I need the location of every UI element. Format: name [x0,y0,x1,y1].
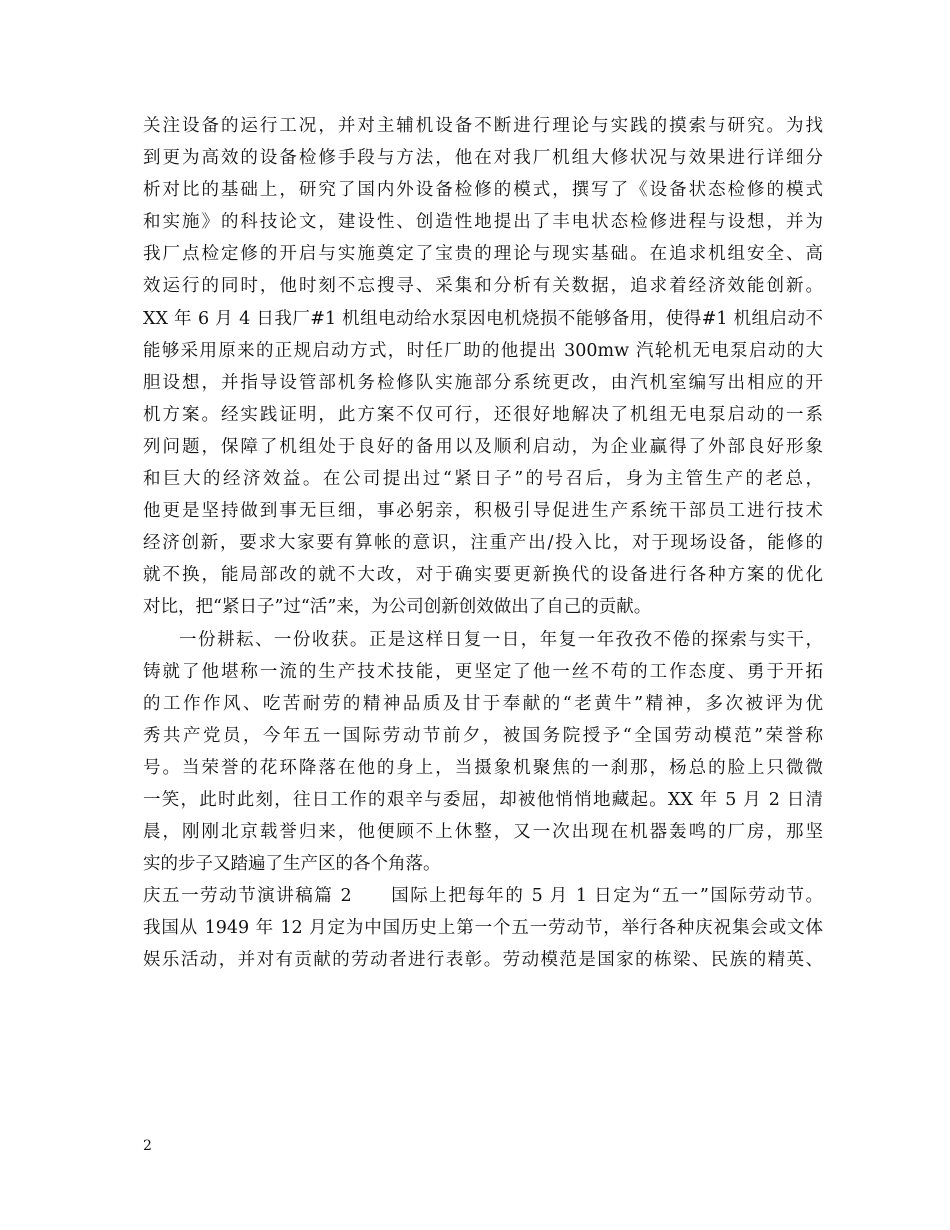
text-line-content: 经济创新，要求大家要有算帐的意识，注重产出/投入比，对于现场设备，能修的 [143,533,823,554]
body-text [143,110,823,977]
text-line [143,206,823,238]
text-line-content: 能够采用原来的正规启动方式，时任厂助的他提出 300mw 汽轮机无电泵启动的大 [143,340,823,361]
text-line [143,784,823,816]
text-line-content: 效运行的同时，他时刻不忘搜寻、采集和分析有关数据，追求着经济效能创新。 [143,276,823,297]
text-line-content: 娱乐活动，并对有贡献的劳动者进行表彰。劳动模范是国家的栋梁、民族的精英、 [143,950,823,971]
text-line [143,527,823,559]
text-line [143,399,823,431]
text-line [143,720,823,752]
text-line-content: 我国从 1949 年 12 月定为中国历史上第一个五一劳动节，举行各种庆祝集会或文体 [143,918,823,939]
text-line [143,688,823,720]
text-line-content: XX 年 6 月 4 日我厂#1 机组电动给水泵因电机烧损不能够备用，使得#1 机组启动不 [143,308,823,329]
text-line-content: 析对比的基础上，研究了国内外设备检修的模式，撰写了《设备状态检修的模式 [143,180,823,201]
text-line [143,110,823,142]
text-line [143,944,823,976]
text-line [143,559,823,591]
text-line-content: 到更为高效的设备检修手段与方法，他在对我厂机组大修状况与效果进行详细分 [143,148,823,169]
text-line-content: 机方案。经实践证明，此方案不仅可行，还很好地解决了机组无电泵启动的一系 [143,404,823,425]
text-line-content: 他更是坚持做到事无巨细，事必躬亲，积极引导促进生产系统干部员工进行技术 [143,501,823,522]
text-line [143,303,823,335]
text-line-content: 铸就了他堪称一流的生产技术技能，更坚定了他一丝不苟的工作态度、勇于开拓 [143,661,823,682]
text-line-content: 庆五一劳动节演讲稿篇 2 国际上把每年的 5 月 1 日定为“五一”国际劳动节。 [143,886,823,907]
text-line-content: 晨，刚刚北京载誉归来，他便顾不上休整，又一次出现在机器轰鸣的厂房，那坚 [143,822,823,843]
text-line [143,495,823,527]
text-line [143,880,823,912]
text-line-content: 就不换，能局部改的就不大改，对于确实要更新换代的设备进行各种方案的优化 [143,565,823,586]
text-line [143,142,823,174]
text-line-content: 一笑，此时此刻，往日工作的艰辛与委屈，却被他悄悄地藏起。XX 年 5 月 2 日清 [143,789,823,810]
text-line [143,912,823,944]
text-line [143,848,823,880]
text-line-content: 和巨大的经济效益。在公司提出过“紧日子”的号召后，身为主管生产的老总， [143,469,823,490]
text-line [143,238,823,270]
text-line-content: 列问题，保障了机组处于良好的备用以及顺利启动，为企业赢得了外部良好形象 [143,436,823,457]
text-line [143,174,823,206]
text-line-content: 号。当荣誉的花环降落在他的身上，当摄象机聚焦的一刹那，杨总的脸上只微微 [143,757,823,778]
text-line [143,752,823,784]
text-line-content: 关注设备的运行工况，并对主辅机设备不断进行理论与实践的摸索与研究。为找 [143,116,823,136]
text-line [143,656,823,688]
text-line-content: 我厂点检定修的开启与实施奠定了宝贵的理论与现实基础。在追求机组安全、高 [143,244,823,265]
text-line-content: 对比，把“紧日子”过“活”来，为公司创新创效做出了自己的贡献。 [143,597,652,618]
text-line [143,624,823,656]
text-line-content: 和实施》的科技论文，建设性、创造性地提出了丰电状态检修进程与设想，并为 [143,212,823,233]
text-line [143,591,823,623]
text-line [143,335,823,367]
page-number: 2 [143,1138,152,1154]
text-line [143,816,823,848]
text-line-content: 实的步子又踏遍了生产区的各个角落。 [143,854,441,875]
text-line [143,270,823,302]
text-line-content: 一份耕耘、一份收获。正是这样日复一日，年复一年孜孜不倦的探索与实干， [179,629,823,650]
text-line-content: 胆设想，并指导设管部机务检修队实施部分系统更改，由汽机室编写出相应的开 [143,372,823,393]
text-line [143,431,823,463]
text-line [143,463,823,495]
text-line [143,367,823,399]
text-line-content: 的工作作风、吃苦耐劳的精神品质及甘于奉献的“老黄牛”精神，多次被评为优 [143,693,823,714]
text-line-content: 秀共产党员，今年五一国际劳动节前夕，被国务院授予“全国劳动模范”荣誉称 [143,725,823,746]
